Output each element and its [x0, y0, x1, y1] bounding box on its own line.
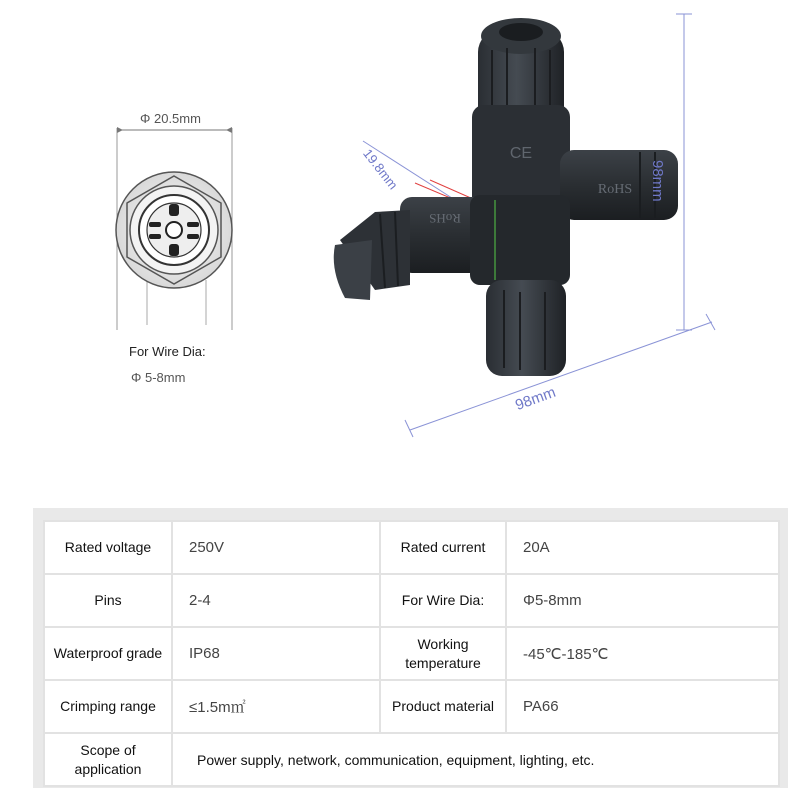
spec-value: ≤1.5m㎡ — [172, 680, 380, 733]
scope-value: Power supply, network, communication, equipment, lighting, etc. — [172, 733, 779, 786]
rohs-mark-right: RoHS — [597, 182, 633, 197]
spec-key: Rated current — [380, 521, 506, 574]
table-row — [44, 733, 779, 786]
spec-value: IP68 — [172, 627, 380, 680]
ce-mark: CE — [509, 145, 533, 162]
x-connector-product — [334, 18, 678, 376]
spec-key: Waterproof grade — [44, 627, 172, 680]
scope-key: Scope of application — [44, 733, 172, 786]
spec-value: 250V — [172, 521, 380, 574]
spec-value: PA66 — [506, 680, 779, 733]
spec-value: 2-4 — [172, 574, 380, 627]
spec-key: Rated voltage — [44, 521, 172, 574]
wire-dia-value: Φ 5-8mm — [131, 370, 186, 385]
spec-key: Crimping range — [44, 680, 172, 733]
front-diameter-label: Φ 20.5mm — [140, 111, 201, 126]
height-dimension-label: 98mm — [649, 160, 666, 202]
table-row — [44, 680, 779, 733]
spec-value: Φ5-8mm — [506, 574, 779, 627]
front-view-drawing — [116, 127, 232, 330]
table-row — [44, 574, 779, 627]
spec-key: Product material — [380, 680, 506, 733]
table-row — [44, 521, 779, 574]
spec-key: Pins — [44, 574, 172, 627]
spec-key: For Wire Dia: — [380, 574, 506, 627]
spec-table — [43, 520, 780, 787]
width-dimension-label: 98mm — [513, 383, 558, 414]
spec-value: 20A — [506, 521, 779, 574]
cable-dimension-label: 19.8mm — [360, 146, 401, 193]
table-row — [44, 627, 779, 680]
rohs-mark-left: RoHS — [429, 211, 461, 226]
spec-key: Working temperature — [380, 627, 506, 680]
spec-table-panel — [33, 508, 788, 788]
wire-dia-title: For Wire Dia: — [129, 344, 206, 359]
spec-value: -45℃-185℃ — [506, 627, 779, 680]
